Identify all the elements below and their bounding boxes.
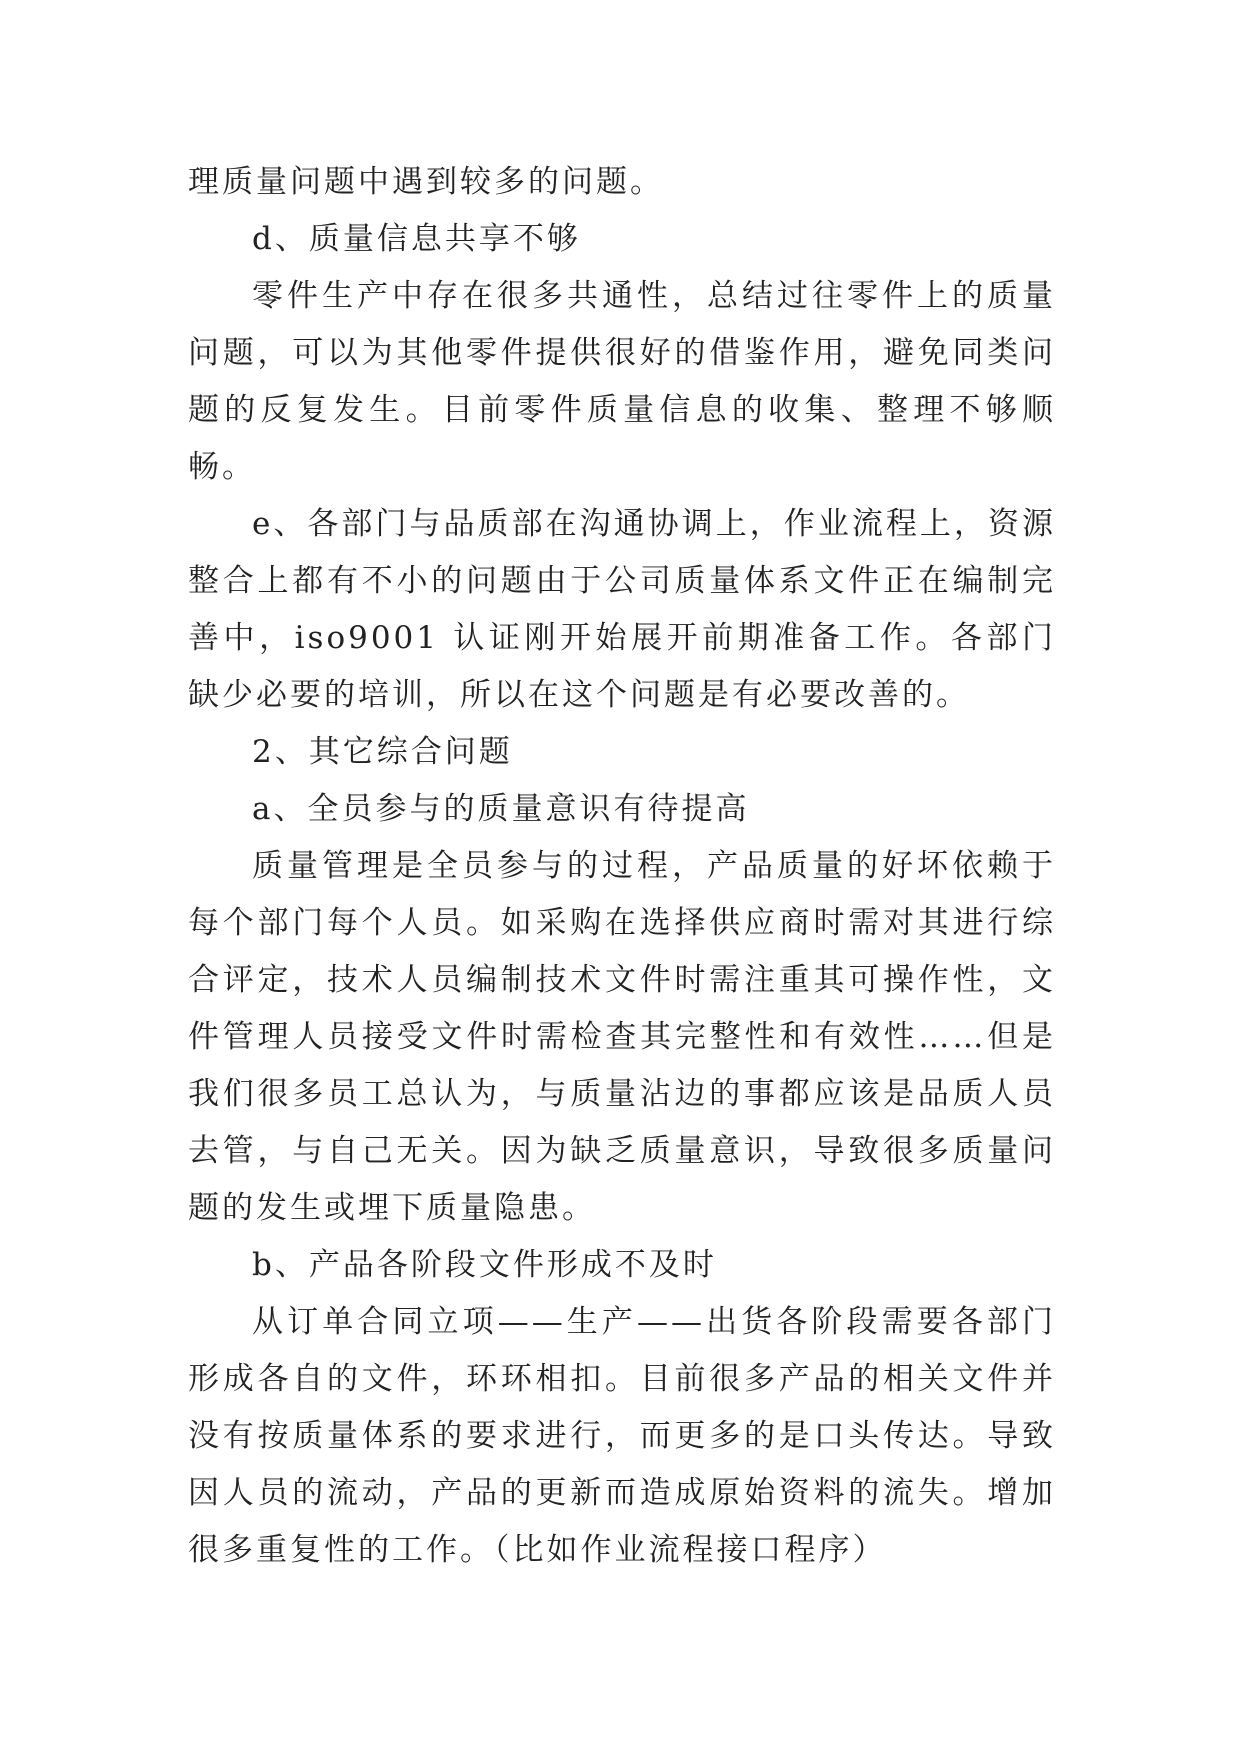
heading-2-other-issues: 2、其它综合问题 <box>252 734 513 770</box>
heading-b-document-timeliness: b、产品各阶段文件形成不及时 <box>252 1247 717 1283</box>
paragraph-e-department-coordination: e、各部门与品质部在沟通协调上，作业流程上，资源整合上都有不小的问题由于公司质量体系文件正在编制完善中，iso9001 认证刚开始展开前期准备工作。各部门缺少必要的培训，所以在这个问题是有必要改善的。 <box>188 506 1056 713</box>
heading-d-quality-info-sharing: d、质量信息共享不够 <box>252 221 581 257</box>
document-body <box>188 154 1056 1579</box>
paragraph-order-to-shipment: 从订单合同立项——生产——出货各阶段需要各部门形成各自的文件，环环相扣。目前很多产品的相关文件并没有按质量体系的要求进行，而更多的是口头传达。导致因人员的流动，产品的更新而造成原始资料的流失。增加很多重复性的工作。（比如作业流程接口程序） <box>188 1304 1056 1568</box>
paragraph-continuation: 理质量问题中遇到较多的问题。 <box>188 164 664 200</box>
paragraph-quality-management: 质量管理是全员参与的过程，产品质量的好坏依赖于每个部门每个人员。如采购在选择供应商时需对其进行综合评定，技术人员编制技术文件时需注重其可操作性，文件管理人员接受文件时需检查其完整性和有效性……但是我们很多员工总认为，与质量沾边的事都应该是品质人员去管，与自己无关。因为缺乏质量意识，导致很多质量问题的发生或埋下质量隐患。 <box>188 848 1056 1226</box>
paragraph-part-commonality: 零件生产中存在很多共通性，总结过往零件上的质量问题，可以为其他零件提供很好的借鉴作用，避免同类问题的反复发生。目前零件质量信息的收集、整理不够顺畅。 <box>188 278 1056 485</box>
heading-a-quality-awareness: a、全员参与的质量意识有待提高 <box>252 791 750 827</box>
